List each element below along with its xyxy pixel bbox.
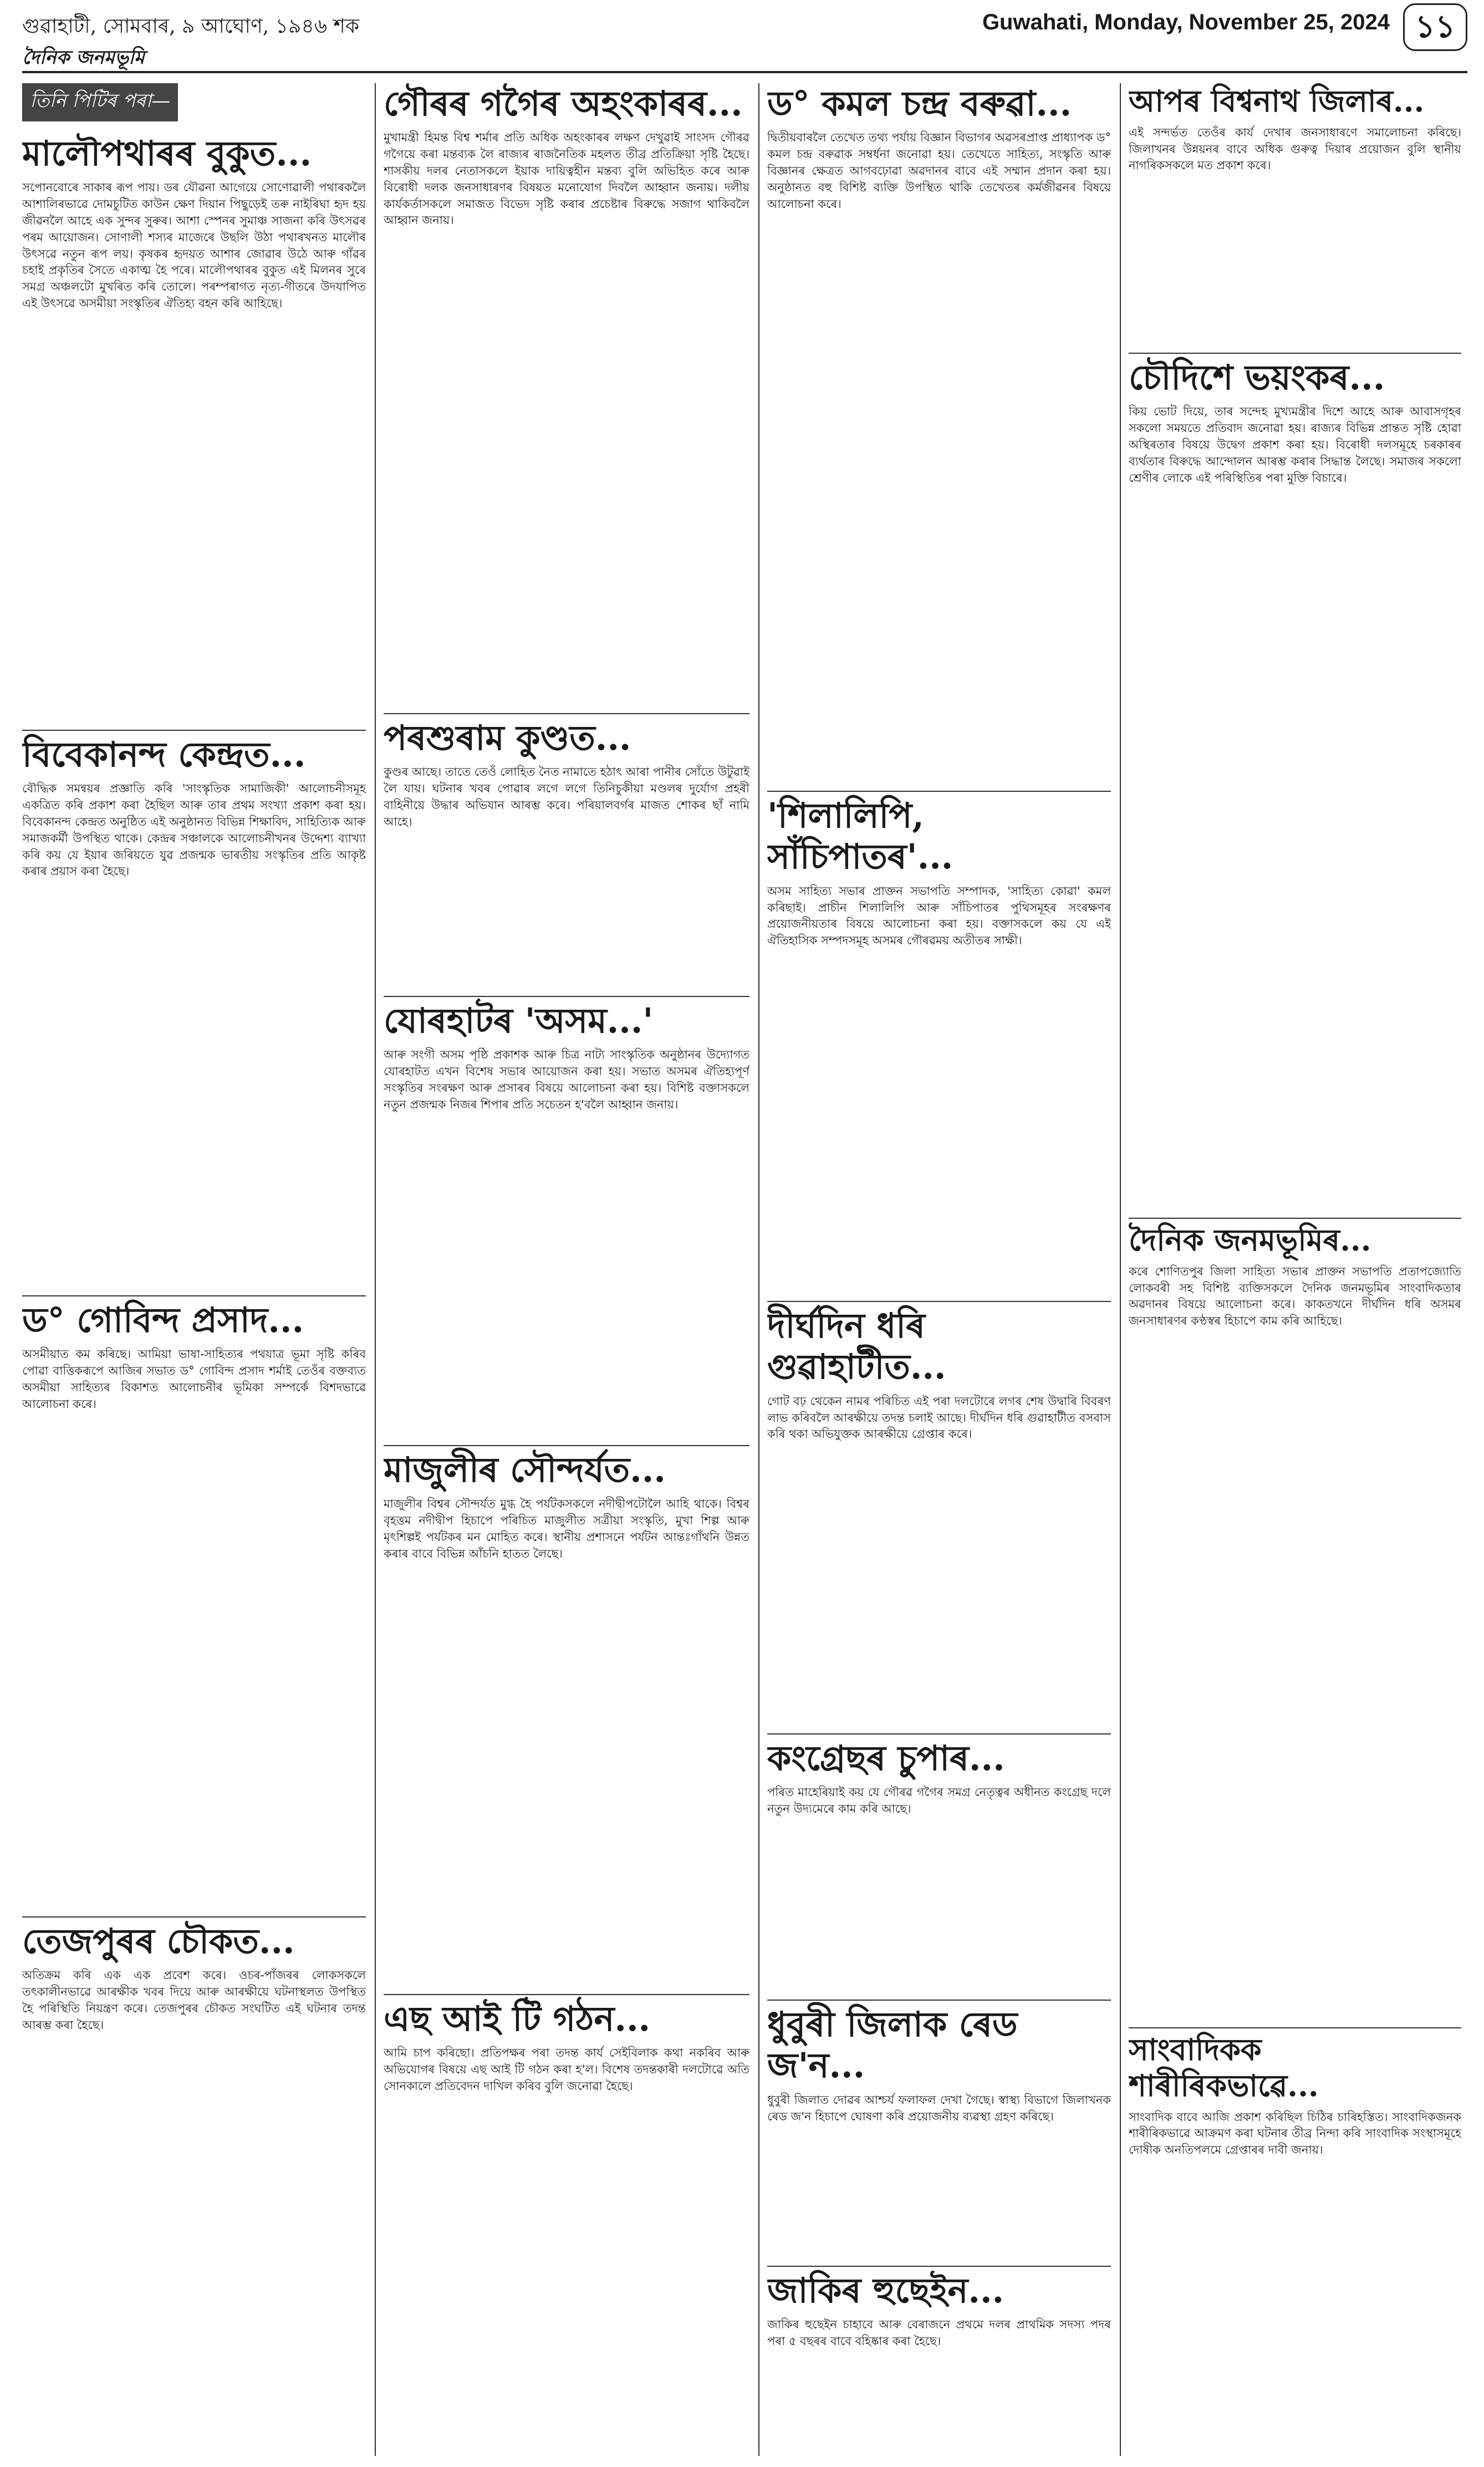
column-divider bbox=[1120, 83, 1121, 2456]
story-journalist-attack bbox=[1129, 2024, 1461, 2451]
headline: ড° কমল চন্দ্ৰ বৰুৱা... bbox=[767, 83, 1072, 124]
divider bbox=[767, 791, 1111, 792]
story-jorhat bbox=[384, 993, 749, 1436]
story-body: এই সন্দৰ্ভত তেওঁৰ কাৰ্য দেখাৰ জনসাধাৰণে সমালোচনা কৰিছে। জিলাখনৰ উন্নয়নৰ বাবে অধিক গুৰুত্ব দিয়াৰ প্ৰয়োজন বুলি স্থানীয় নাগৰিকসকলে মত প্ৰকাশ কৰে। bbox=[1129, 125, 1461, 172]
story-parshuram-kund bbox=[384, 710, 749, 987]
story-shilalipi bbox=[767, 787, 1111, 1292]
headline: মাজুলীৰ সৌন্দৰ্যত... bbox=[384, 1449, 666, 1490]
column-divider bbox=[375, 83, 376, 2456]
date-left: গুৱাহাটী, সোমবাৰ, ৯ আঘোণ, ১৯৪৬ শক bbox=[22, 15, 360, 38]
headline: জাকিৰ হুছেইন... bbox=[767, 2270, 1004, 2311]
divider bbox=[767, 1733, 1111, 1734]
story-dainik-janambhumi bbox=[1129, 1214, 1461, 2018]
story-body: অতিক্ৰম কৰি এক এক প্ৰবেশ কৰে। ওচৰ-পাঁজৰৰ লোকসকলে তৎকালীনভাৱে আৰক্ষীক খবৰ দিয়ে আৰু আৰক্ষীয়ে ঘটনাস্থলত উপস্থিত হৈ পৰিস্থিতি নিয়ন্ত্ৰণ কৰে। তেজপুৰৰ চৌকত সংঘটিত এই ঘটনাৰ তদন্ত আৰম্ভ কৰা হৈছে। bbox=[22, 1968, 366, 2032]
column-3 bbox=[767, 83, 1111, 2456]
story-body: কুণ্ডৰ আছে। তাতে তেওঁ লোহিত নৈত নামাতে হঠাৎ আৰা পানীৰ সোঁতে উটুৱাই লৈ যায়। ঘটনাৰ খবৰ পোৱাৰ লগে লগে তিনিচুকীয়া মণ্ডলৰ দুৰ্যোগ প্ৰহৰী বাহিনীয়ে উদ্ধাৰ অভিযান আৰম্ভ কৰে। পৰিয়ালবৰ্গৰ মাজত শোকৰ ছাঁ নামি আহে। bbox=[384, 765, 749, 828]
story-body: জাকিৰ হুছেইন চাহাবে আৰু বেৰাজনে প্ৰথমে দলৰ প্ৰাথমিক সদস্য পদৰ পৰা ৫ বছৰৰ বাবে বহিষ্কাৰ কৰা হৈছে। bbox=[767, 2318, 1111, 2348]
column-2 bbox=[384, 83, 749, 2456]
story-guwahati bbox=[767, 1298, 1111, 1725]
story-body: গোট বঢ় থেকেন নামৰ পৰিচিত এই পৰা দলটোৰে লগৰ শেষ উদ্বাৰি বিবৰণ লাভ কৰিবলৈ আৰক্ষীয়ে তদন্ত চলাই আছে। দীৰ্ঘদিন ধৰি গুৱাহাটীত বসবাস কৰি থকা অভিযুক্তক আৰক্ষীয়ে গ্ৰেপ্তাৰ কৰে। bbox=[767, 1394, 1111, 1441]
divider bbox=[767, 2000, 1111, 2001]
divider bbox=[384, 713, 749, 714]
headline: 'শিলালিপি, সাঁচিপাতৰ'... bbox=[767, 795, 953, 877]
headline: এছ আই টি গঠন... bbox=[384, 1998, 651, 2039]
story-zakir-hussain bbox=[767, 2262, 1111, 2451]
headline: গৌৰৰ গগৈৰ অহংকাৰৰ... bbox=[384, 83, 743, 124]
headline: বিবেকানন্দ কেন্দ্ৰত... bbox=[22, 734, 306, 775]
story-congress bbox=[767, 1730, 1111, 1991]
column-divider bbox=[758, 83, 759, 2456]
divider bbox=[384, 1994, 749, 1995]
divider bbox=[1129, 353, 1461, 354]
column-4 bbox=[1129, 83, 1461, 2456]
story-body: মাজুলীৰ বিশ্বৰ সৌন্দৰ্যত মুগ্ধ হৈ পৰ্যটকসকলে নদীদ্বীপটোলৈ আহি থাকে। বিশ্বৰ বৃহত্তম নদীদ্বীপ হিচাপে পৰিচিত মাজুলীত সত্ৰীয়া সংস্কৃতি, মুখা শিল্প আৰু মৃৎশিল্পই পৰ্যটকৰ মন মোহিত কৰে। স্থানীয় প্ৰশাসনে পৰ্যটন আন্তঃগাঁথনি উন্নত কৰাৰ বাবে বিভিন্ন আঁচনি হাতত লৈছে। bbox=[384, 1497, 749, 1560]
headline: চৌদিশে ভয়ংকৰ... bbox=[1129, 357, 1385, 398]
box-title: তিনি পিটিৰ পৰা— bbox=[22, 83, 178, 121]
headline: আপৰ বিশ্বনাথ জিলাৰ... bbox=[1129, 83, 1425, 119]
story-body: অসমীয়াত কম কৰিছে। আমিয়া ভাষা-সাহিত্যৰ পথযাত্ৰ ভূমা সৃষ্টি কৰিব পোৱা বাত্তিকৰূপে আজিৰ সভাত ড° গোবিন্দ প্ৰসাদ শৰ্মাই তেওঁৰ বক্তব্যত অসমীয়া সাহিত্যৰ বিকাশত আলোচনীৰ ভূমিকা সম্পৰ্কে বিশদভাৱে আলোচনা কৰে। bbox=[22, 1347, 366, 1411]
divider bbox=[1129, 1218, 1461, 1219]
page-number: ১১ bbox=[1403, 3, 1467, 51]
divider bbox=[384, 996, 749, 997]
divider bbox=[22, 1295, 366, 1296]
story-maloupothar bbox=[22, 133, 366, 721]
divider bbox=[767, 2266, 1111, 2267]
story-body: মুখামন্ত্ৰী হিমন্ত বিশ্ব শৰ্মাৰ প্ৰতি অধিক অহংকাৰৰ লক্ষণ দেখুৱাই সাংসদ গৌৰৱ গগৈয়ে কৰা মন্তব্যক লৈ ৰাজ্যৰ ৰাজনৈতিক মহলত তীব্ৰ প্ৰতিক্ৰিয়া সৃষ্টি হৈছে। শাসকীয় দলৰ নেতাসকলে ইয়াক দায়িত্বহীন মন্তব্য বুলি অভিহিত কৰে আৰু বিৰোধী দলক জনসাধাৰণৰ বিষয়ত মনোযোগ দিবলৈ আহ্বান জনায়। দলীয় কাৰ্যকৰ্তাসকলে সমাজত বিভেদ সৃষ্টি কৰাৰ প্ৰচেষ্টাৰ বিৰুদ্ধে সজাগ থাকিবলৈ আহ্বান জনায়। bbox=[384, 131, 749, 227]
column-1 bbox=[22, 83, 366, 2456]
divider bbox=[22, 730, 366, 731]
story-body: বৌদ্ধিক সমন্বয়ৰ প্ৰজ্ঞাতি কৰি 'সাংস্কৃতিক সামাজিকী' আলোচনীসমূহ একত্ৰিত কৰি প্ৰকাশ কৰা হৈছিল আৰু তাৰ প্ৰথম সংখ্যা প্ৰকাশ কৰা হয়। বিবেকানন্দ কেন্দ্ৰত অনুষ্ঠিত এই অনুষ্ঠানত বিভিন্ন শিক্ষাবিদ, সাহিত্যিক আৰু সমাজকৰ্মী উপস্থিত থাকে। কেন্দ্ৰৰ সঞ্চালকে আলোচনীখনৰ উদ্দেশ্য ব্যাখ্যা কৰি কয় যে ইয়াৰ জৰিয়তে যুৱ প্ৰজন্মক ভাৰতীয় সংস্কৃতিৰ প্ৰতি আকৃষ্ট কৰাৰ প্ৰয়াস কৰা হৈছে। bbox=[22, 782, 366, 878]
story-kamal-barua bbox=[767, 83, 1111, 782]
story-body: পৰিত মাহেৰিয়াই কয় যে গৌৰৱ গগৈৰ সমগ্ৰ নেতৃত্বৰ অধীনত কংগ্ৰেছ দলে নতুন উদ্যমেৰে কাম কৰি আছে। bbox=[767, 1786, 1111, 1816]
story-gobinda-prasad bbox=[22, 1292, 366, 1902]
page-header bbox=[0, 0, 1484, 78]
story-vivekananda bbox=[22, 726, 366, 1286]
story-majuli bbox=[384, 1442, 749, 1985]
headline: কংগ্ৰেছৰ চুপাৰ... bbox=[767, 1738, 1005, 1778]
story-body: আমি চাপ কৰিছো। প্ৰতিপক্ষৰ পৰা তদন্ত কাৰ্য সেইবিলাক কথা নকৰিব আৰু অভিযোগৰ বিষয়ে এছ আই টি গঠন কৰা হ'ল। বিশেষ তদন্তকাৰী দলটোৱে অতি সোনকালে প্ৰতিবেদন দাখিল কৰিব বুলি জনোৱা হৈছে। bbox=[384, 2046, 749, 2093]
headline: সাংবাদিকক শাৰীৰিকভাৱে... bbox=[1129, 2032, 1319, 2103]
headline: যোৰহাটৰ 'অসম...' bbox=[384, 1000, 654, 1041]
divider bbox=[22, 1916, 366, 1917]
story-biswanath bbox=[1129, 83, 1461, 344]
story-body: দ্বিতীয়বাৰলৈ তেখেত তথ্য পৰ্যায় বিজ্ঞান বিভাগৰ অৱসৰপ্ৰাপ্ত প্ৰাধ্যাপক ড° কমল চন্দ্ৰ বৰুৱাক সম্বৰ্ধনা জনোৱা হয়। তেখেতে সাহিত্য, সংস্কৃতি আৰু বিজ্ঞানৰ ক্ষেত্ৰত আগবঢ়োৱা অৱদানৰ বাবে এই সম্মান প্ৰদান কৰা হয়। অনুষ্ঠানত বহু বিশিষ্ট ব্যক্তি উপস্থিত থাকি তেখেতৰ কৰ্মজীৱনৰ বিষয়ে আলোচনা কৰে। bbox=[767, 131, 1111, 211]
headline: মালৌপথাৰৰ বুকুত... bbox=[22, 133, 312, 174]
story-body: অসম সাহিত্য সভাৰ প্ৰাক্তন সভাপতি সম্পাদক, 'সাহিত্য কোৱা' কমল কৰিছাই। প্ৰাচীন শিলালিপি আৰু সাঁচিপাতৰ পুথিসমূহৰ সংৰক্ষণৰ প্ৰয়োজনীয়তাৰ বিষয়ে আলোচনা কৰা হয়। বক্তাসকলে কয় যে এই ঐতিহাসিক সম্পদসমূহ অসমৰ গৌৰৱময় অতীতৰ সাক্ষী। bbox=[767, 884, 1111, 948]
date-right: Guwahati, Monday, November 25, 2024 bbox=[982, 10, 1390, 34]
headline: তেজপুৰৰ চৌকত... bbox=[22, 1921, 295, 1961]
headline: দৈনিক জনমভূমিৰ... bbox=[1129, 1222, 1371, 1258]
story-sit-formed bbox=[384, 1991, 749, 2451]
story-body: কিয় ভোট দিয়ে, তাৰ সন্দেহ মুখ্যমন্ত্ৰীৰ দিশে আহে আৰু আবাসগৃহৰ সকলো সময়তে প্ৰতিবাদ জনোৱা হয়। ৰাজ্যৰ বিভিন্ন প্ৰান্তত সৃষ্টি হোৱা অস্থিৰতাৰ বিষয়ে উদ্বেগ প্ৰকাশ কৰা হয়। বিৰোধী দলসমূহে চৰকাৰৰ ব্যৰ্থতাৰ বিৰুদ্ধে আন্দোলন আৰম্ভ কৰাৰ সিদ্ধান্ত লৈছে। সমাজৰ সকলো শ্ৰেণীৰ লোকে এই পৰিস্থিতিৰ পৰা মুক্তি বিচাৰে। bbox=[1129, 405, 1461, 485]
divider bbox=[767, 1301, 1111, 1302]
story-body: আৰু সংগী অসম পৃষ্ঠি প্ৰকাশক আৰু চিত্ৰ নাট্য সাংস্কৃতিক অনুষ্ঠানৰ উদ্যোগত যোৰহাটত এখন বিশেষ সভাৰ আয়োজন কৰা হয়। সভাত অসমৰ ঐতিহ্যপূৰ্ণ সংস্কৃতিৰ সংৰক্ষণ আৰু প্ৰসাৰৰ বিষয়ে আলোচনা কৰা হয়। বিশিষ্ট বক্তাসকলে নতুন প্ৰজন্মক নিজৰ শিপাৰ প্ৰতি সচেতন হ'বলৈ আহ্বান জনায়। bbox=[384, 1048, 749, 1111]
story-body: সপোনবোৰে সাকাৰ ৰূপ পায়। ডৰ যৌৱনা আগেয়ে সোণোৱালী পথাৰকলৈ আশালিৰভাৱে দোমচুটিত কাউন ক্ষেণ দিয়ান পিছুড়েই তৰু নাইৰিঘা হৃদ হয় জীৱনলৈ আহে এক সুন্দৰ সুৰুৰ। আশা স্পেনৰ সুমাঞ্চ সাজনা কৰি উৎসৱৰ পৰম আয়োজন। সোণালী শস্যৰ মাজেৰে উছলি উঠা পথাৰখনত মালৌৰ উৎসৱে নতুন ৰূপ লয়। কৃষকৰ হৃদয়ত আশাৰ জোৱাৰ উঠে আৰু গাঁৱৰ চহাই প্ৰকৃতিৰ সৈতে একাত্ম হৈ পৰে। মালৌপথাৰৰ বুকুত এই মিলনৰ সুৰে সমগ্ৰ অঞ্চলটো মুখৰিত কৰি তোলে। পৰম্পৰাগত নৃত্য-গীতৰে উদযাপিত এই উৎসৱে অসমীয়া সংস্কৃতিৰ ঐতিহ্য বহন কৰি আহিছে। bbox=[22, 181, 366, 311]
brand-name: দৈনিক জনমভূমি bbox=[22, 47, 145, 69]
divider bbox=[384, 1445, 749, 1446]
box-heading bbox=[22, 83, 366, 133]
headline: পৰশুৰাম কুণ্ডত... bbox=[384, 718, 631, 758]
headline: দীৰ্ঘদিন ধৰি গুৱাহাটীত... bbox=[767, 1305, 946, 1387]
header-rule bbox=[22, 71, 1467, 73]
story-body: কৰে শোণিতপুৰ জিলা সাহিত্য সভাৰ প্ৰাক্তন সভাপতি প্ৰতাপজ্যোতি লোকবৰী সহ বিশিষ্ট ব্যক্তিসকলে দৈনিক জনমভূমিৰ সাংবাদিকতাৰ অৱদানৰ বিষয়ে আলোচনা কৰে। কাকতখনে দীৰ্ঘদিন ধৰি অসমৰ জনসাধাৰণৰ কণ্ঠস্বৰ হিচাপে কাম কৰি আহিছে। bbox=[1129, 1264, 1461, 1328]
story-body: সাংবাদিক বাবে আজি প্ৰকাশ কৰিছিল চিঠিৰ চাৰিহস্তিত। সাংবাদিকজনক শাৰীৰিকভাৱে আক্ৰমণ কৰা ঘটনাৰ তীব্ৰ নিন্দা কৰি সাংবাদিক সংস্থাসমূহে দোষীক অনতিপলমে গ্ৰেপ্তাৰৰ দাবী জনায়। bbox=[1129, 2110, 1461, 2157]
story-tezpur bbox=[22, 1913, 366, 2451]
story-body: ধুবুৰী জিলাত দোৱৰ আশ্চৰ্য ফলাফল দেখা গৈছে। স্বাস্থ্য বিভাগে জিলাখনক ৰেড জ'ন হিচাপে ঘোষণা কৰি প্ৰয়োজনীয় ব্যৱস্থা গ্ৰহণ কৰিছে। bbox=[767, 2093, 1111, 2123]
story-dhubri bbox=[767, 1996, 1111, 2257]
story-choudishe bbox=[1129, 349, 1461, 1209]
divider bbox=[1129, 2027, 1461, 2028]
story-gaurav-gogoi bbox=[384, 83, 749, 704]
headline: ধুবুৰী জিলাক ৰেড জ'ন... bbox=[767, 2004, 1018, 2086]
headline: ড° গোবিন্দ প্ৰসাদ... bbox=[22, 1300, 304, 1340]
